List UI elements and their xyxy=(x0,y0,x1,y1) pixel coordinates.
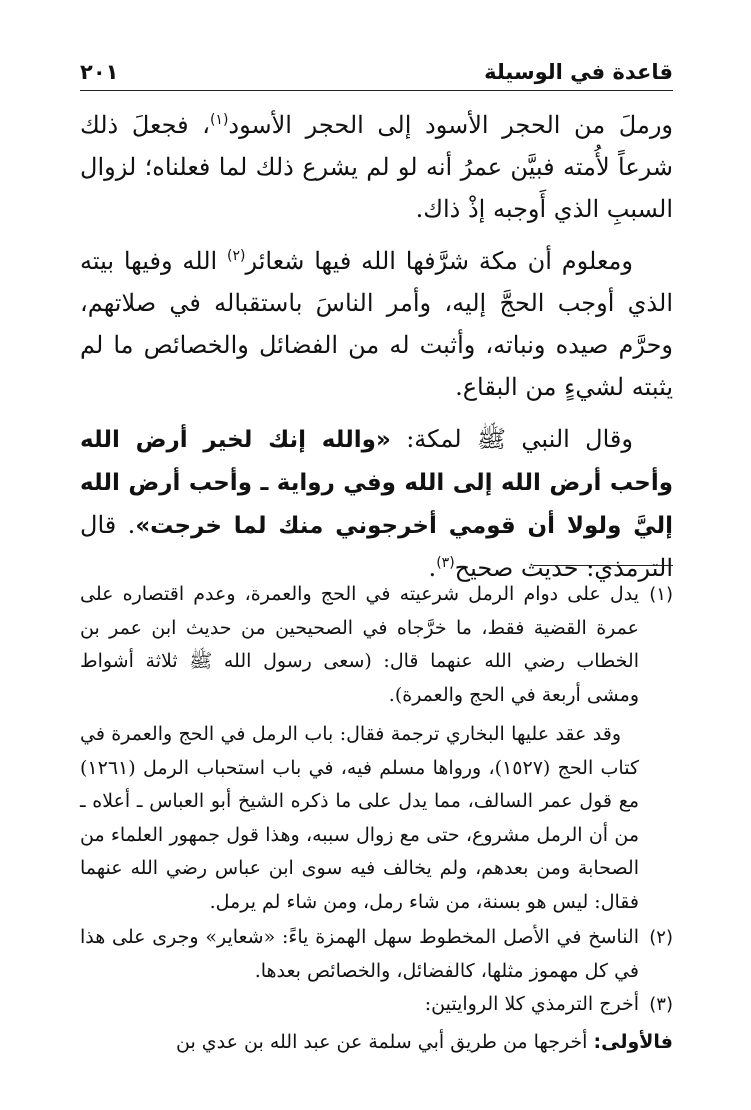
hadith-quote: «والله إنك لخير أرض الله وأحب أرض الله إلى الله وفي رواية ـ وأحب أرض الله إليَّ ولولا أن قومي أخرجوني منك لما خرجت» xyxy=(80,427,673,539)
footnote-3: (٣) أخرج الترمذي كلا الروايتين: xyxy=(80,988,673,1022)
page-number: ٢٠١ xyxy=(80,60,119,84)
footnote-separator xyxy=(533,565,673,566)
footnote-ref-3: (٣) xyxy=(436,555,455,571)
footnote-number: (١) xyxy=(649,584,673,605)
paragraph-3: وقال النبي ﷺ لمكة: «والله إنك لخير أرض الله وأحب أرض الله إلى الله وفي رواية ـ وأحب أرض الله إليَّ ولولا أن قومي أخرجوني منك لما خرجت». قال الترمذي: حديث صحيح$^{(٣)}$. xyxy=(80,425,673,582)
paragraph-2: ومعلوم أن مكة شرَّفها الله فيها شعائر$^{(٢)}$ الله وفيها بيته الذي أوجب الحجَّ إليه، وأمر الناسَ باستقباله في صلاتهم، وحرَّم صيده ونباته، وأثبت له من الفضائل والخصائص ما لم يثبته لشيءٍ من البقاع. xyxy=(80,247,673,401)
footnote-1-continuation: وقد عقد عليها البخاري ترجمة فقال: باب الرمل في الحج والعمرة في كتاب الحج (١٥٢٧)، ورواها مسلم فيه، في باب استحباب الرمل (١٢٦١) مع قول عمر السالف، مما يدل على ما ذكره الشيخ أبو العباس ـ أعلاه ـ من أن الرمل مشروع، حتى مع زوال سببه، وهذا قول جمهور العلماء من الصحابة ومن بعدهم، ولم يخالف فيه سوى ابن عباس رضي الله عنهما فقال: ليس هو بسنة، من شاء رمل، ومن شاء لم يرمل. xyxy=(80,723,639,913)
footnote-3-continuation: فالأولى: أخرجها من طريق أبي سلمة عن عبد الله بن عدي بن xyxy=(176,1030,673,1053)
paragraph-1: ورملَ من الحجر الأسود إلى الحجر الأسود$^{(١)}$، فجعلَ ذلك شرعاً لأُمته فبيَّن عمرُ أنه لو لم يشرع ذلك لما فعلناه؛ لزوال السببِ الذي أَوجبه إذْ ذاك. xyxy=(80,111,674,223)
page-header xyxy=(80,44,673,91)
footnote-1: (١) يدل على دوام الرمل شرعيته في الحج والعمرة، وعدم اقتصاره على عمرة القضية فقط، ما خرَّجاه في الصحيحين من حديث ابن عمر بن الخطاب رضي الله عنهما قال: (سعى رسول الله ﷺ ثلاثة أشواط ومشى أربعة في الحج والعمرة). xyxy=(80,578,673,712)
footnote-2: (٢) الناسخ في الأصل المخطوط سهل الهمزة ياءً: «شعاير» وجرى على هذا في كل مهموز مثلها، كالفضائل، والخصائص بعدها. xyxy=(80,921,673,988)
footnote-ref-1: (١) xyxy=(209,112,229,128)
running-title: قاعدة في الوسيلة xyxy=(484,60,673,84)
footnote-number: (٢) xyxy=(649,927,673,948)
main-text xyxy=(80,104,673,599)
footnote-number: (٣) xyxy=(649,994,673,1015)
footnotes xyxy=(80,578,673,1059)
footnote-ref-2: (٢) xyxy=(227,248,246,264)
